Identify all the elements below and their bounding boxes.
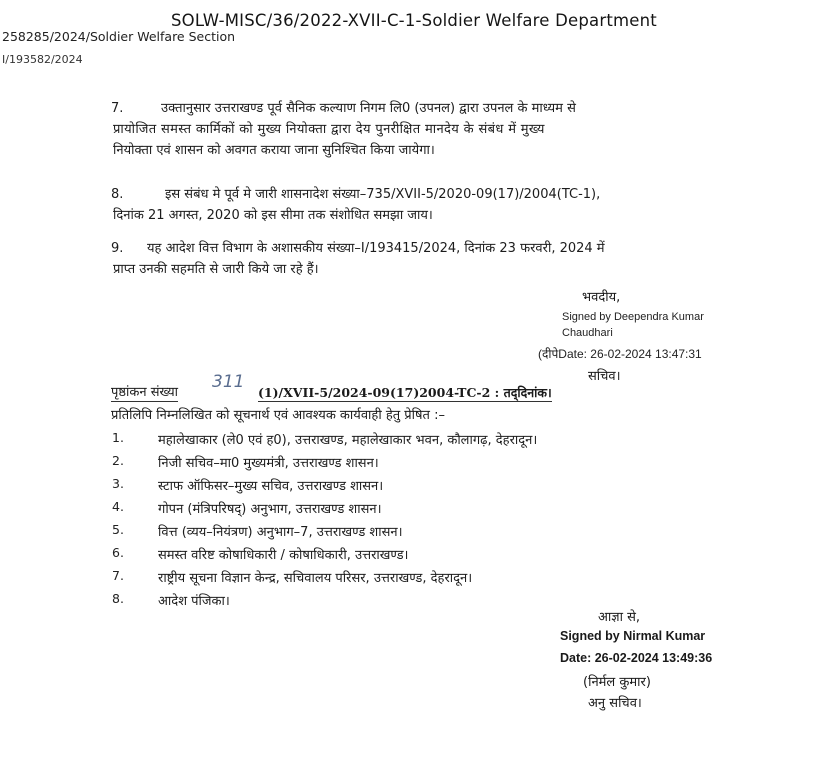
- signatory-designation: सचिव।: [588, 369, 621, 384]
- list-item-number: 1.: [112, 430, 124, 445]
- paragraph-9: [113, 238, 713, 280]
- list-item: आदेश पंजिका।: [158, 594, 230, 609]
- paragraph-line: यह आदेश वित्त विभाग के अशासकीय संख्या–I/193415/2024, दिनांक 23 फरवरी, 2024 में: [147, 241, 605, 256]
- list-item: महालेखाकार (ले0 एवं ह0), उत्तराखण्ड, महालेखाकार भवन, कौलागढ़, देहरादून।: [158, 433, 538, 448]
- list-item: वित्त (व्यय–नियंत्रण) अनुभाग–7, उत्तराखण्ड शासन।: [158, 525, 403, 540]
- list-item: राष्ट्रीय सूचना विज्ञान केन्द्र, सचिवालय परिसर, उत्तराखण्ड, देहरादून।: [158, 571, 473, 586]
- paragraph-8: [113, 184, 713, 226]
- paragraph-line: इस संबंध मे पूर्व मे जारी शासनादेश संख्या–735/XVII-5/2020-09(17)/2004(TC-1),: [165, 187, 601, 202]
- list-item-number: 3.: [112, 476, 124, 491]
- file-number-heading: SOLW-MISC/36/2022-XVII-C-1-Soldier Welfare Department: [171, 11, 657, 30]
- paragraph-line: नियोक्ता एवं शासन को अवगत कराया जाना सुनिश्चित किया जायेगा।: [113, 143, 435, 158]
- list-item: स्टाफ ऑफिसर–मुख्य सचिव, उत्तराखण्ड शासन।: [158, 479, 384, 494]
- paragraph-line: प्रायोजित समस्त कार्मिकों को मुख्य नियोक्ता द्वारा देय पुनरीक्षित मानदेय के संबंध में मुख्य: [113, 122, 545, 137]
- list-item-number: 5.: [112, 522, 124, 537]
- paragraph-number: 7.: [111, 101, 124, 116]
- section-reference: 258285/2024/Soldier Welfare Section: [2, 29, 236, 44]
- closing-salutation: भवदीय,: [582, 290, 621, 305]
- signatory-designation: अनु सचिव।: [588, 696, 642, 711]
- list-item-number: 8.: [112, 591, 124, 606]
- list-item: समस्त वरिष्ट कोषाधिकारी / कोषाधिकारी, उत्तराखण्ड।: [158, 548, 409, 563]
- digital-signature-name: Signed by Nirmal Kumar: [560, 629, 706, 643]
- digital-signature-date: Date: 26-02-2024 13:49:36: [560, 651, 713, 665]
- list-item-number: 6.: [112, 545, 124, 560]
- paragraph-7: [113, 98, 713, 161]
- closing-by-order: आज्ञा से,: [598, 610, 641, 625]
- endorsement-reference: (1)/XVII-5/2024-09(17)2004-TC-2 : तद्‌दिनांक।: [258, 385, 552, 400]
- digital-signature-date: (दीपेDate: 26-02-2024 13:47:31: [538, 347, 702, 361]
- paragraph-line: दिनांक 21 अगस्त, 2020 को इस सीमा तक संशोधित समझा जाय।: [113, 208, 433, 223]
- handwritten-endorsement-number: 311: [212, 372, 245, 392]
- digital-signature-name: Signed by Deependra Kumar: [562, 311, 704, 323]
- paragraph-line: उक्तानुसार उत्तराखण्ड पूर्व सैनिक कल्याण निगम लि0 (उपनल) द्वारा उपनल के माध्यम से: [161, 101, 576, 116]
- copy-to-line: प्रतिलिपि निम्नलिखित को सूचनार्थ एवं आवश्यक कार्यवाही हेतु प्रेषित :–: [111, 408, 445, 423]
- list-item-number: 2.: [112, 453, 124, 468]
- paragraph-number: 9.: [111, 241, 124, 256]
- list-item-number: 7.: [112, 568, 124, 583]
- endorsement-label: पृष्ठांकन संख्या: [111, 382, 178, 402]
- list-item: गोपन (मंत्रिपरिषद्) अनुभाग, उत्तराखण्ड शासन।: [158, 502, 382, 517]
- paragraph-line: प्राप्त उनकी सहमति से जारी किये जा रहे हैं।: [113, 262, 319, 277]
- list-item-number: 4.: [112, 499, 124, 514]
- signatory-name: (निर्मल कुमार): [583, 675, 651, 690]
- receipt-number: I/193582/2024: [2, 53, 83, 66]
- digital-signature-name-cont: Chaudhari: [562, 327, 613, 339]
- paragraph-number: 8.: [111, 187, 124, 202]
- list-item: निजी सचिव–मा0 मुख्यमंत्री, उत्तराखण्ड शासन।: [158, 456, 379, 471]
